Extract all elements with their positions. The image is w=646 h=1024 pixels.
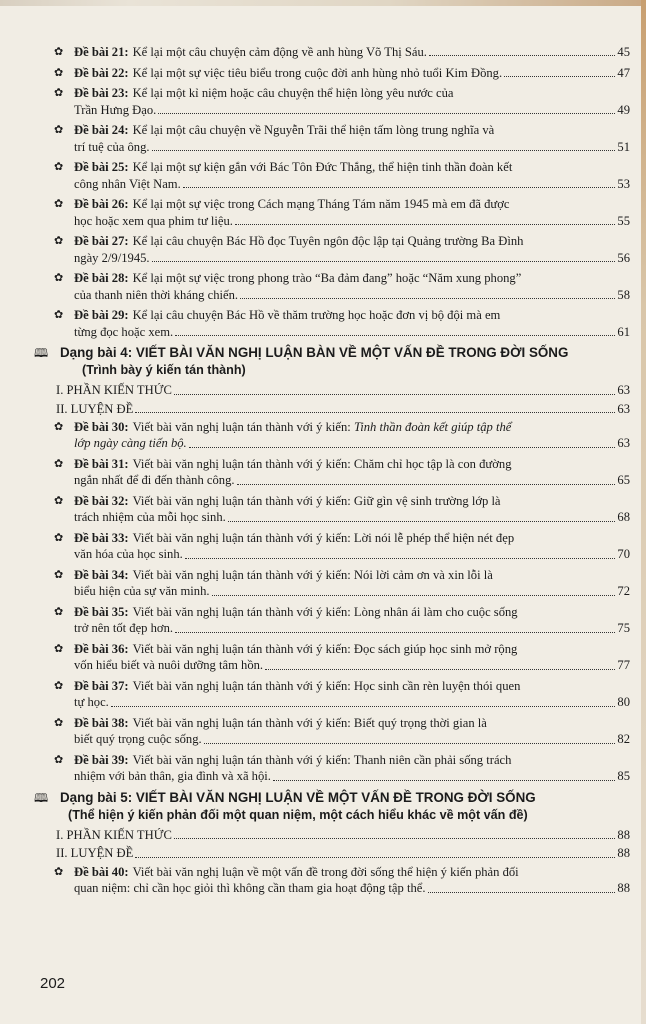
- toc-entry-body: [60, 85, 630, 118]
- toc-entry-body: [60, 567, 630, 600]
- toc-entry-body: [60, 715, 630, 748]
- toc-entry-text: của thanh niên thời kháng chiến.: [74, 287, 239, 302]
- toc-entry-label: Đề bài 40:: [74, 864, 129, 879]
- toc-entry-label: Đề bài 32:: [74, 494, 129, 508]
- toc-entry-body: [60, 44, 630, 60]
- toc-line-text: I. PHẦN KIẾN THỨC: [56, 828, 172, 842]
- entries-group-b: [54, 419, 630, 785]
- toc-entry-text: biết quý trọng cuộc sống.: [74, 732, 202, 747]
- dot-leader: [428, 892, 616, 893]
- toc-entry-text: trí tuệ của ông.: [74, 139, 150, 154]
- toc-entry-text: Kể lại một kỉ niệm hoặc câu chuyện thể hiện lòng yêu nước của: [132, 86, 454, 101]
- toc-entry-body: [60, 530, 630, 563]
- toc-entry-page: 75: [617, 621, 630, 636]
- dot-leader: [175, 335, 615, 336]
- toc-entry-body: [60, 196, 630, 229]
- toc-entry-text: Viết bài văn nghị luận tán thành với ý kiến: Nói lời cảm ơn và xin lỗi là: [132, 568, 493, 582]
- toc-entry[interactable]: [54, 233, 630, 266]
- toc-entry[interactable]: [54, 530, 630, 563]
- flower-bullet-icon: ✿: [54, 753, 64, 766]
- toc-entry-text: Kể lại câu chuyện Bác Hồ đọc Tuyên ngôn độc lập tại Quảng trường Ba Đình: [132, 234, 524, 249]
- page-top-edge: [0, 0, 646, 6]
- toc-entry-page: 63: [617, 436, 630, 451]
- toc-entry-body: [60, 752, 630, 785]
- toc-entry[interactable]: [54, 567, 630, 600]
- flower-bullet-icon: ✿: [54, 642, 64, 655]
- page-right-edge: [641, 0, 646, 1024]
- flower-bullet-icon: ✿: [54, 86, 64, 100]
- toc-entry-text: biểu hiện của sự văn minh.: [74, 584, 210, 599]
- toc-entry-last-line: [74, 139, 630, 155]
- toc-entry-body: [60, 641, 630, 674]
- toc-line-page: 63: [617, 383, 630, 398]
- toc-entry[interactable]: [54, 419, 630, 452]
- toc-entry-body: [60, 456, 630, 489]
- dot-leader: [185, 558, 616, 559]
- toc-entry-label: Đề bài 36:: [74, 642, 129, 656]
- toc-entry-text: Viết bài văn nghị luận tán thành với ý kiến: Chăm chỉ học tập là con đường: [132, 457, 512, 471]
- toc-entry-page: 53: [617, 176, 630, 191]
- toc-entry-text: Viết bài văn nghị luận tán thành với ý kiến: Lòng nhân ái làm cho cuộc sống: [132, 605, 518, 619]
- toc-entry-page: 51: [617, 139, 630, 154]
- toc-entry-page: 82: [617, 732, 630, 747]
- toc-entry-page: 72: [617, 584, 630, 599]
- dot-leader: [504, 76, 615, 77]
- toc-entry-last-line: [74, 583, 630, 599]
- section-5-heading: [34, 789, 630, 824]
- toc-entry-text: Kể lại một sự việc tiêu biểu trong cuộc đời anh hùng nhỏ tuổi Kim Đồng.: [132, 65, 503, 80]
- toc-entry-text: quan niệm: chỉ cần học giỏi thì không cần tham gia hoạt động tập thể.: [74, 881, 426, 896]
- toc-entry-text: trở nên tốt đẹp hơn.: [74, 621, 174, 636]
- toc-entry-text: ngắn nhất để đi đến thành công.: [74, 473, 235, 488]
- flower-bullet-icon: ✿: [54, 420, 64, 433]
- toc-entry-last-line: [74, 768, 630, 784]
- dot-leader: [111, 706, 616, 707]
- toc-entry[interactable]: [54, 307, 630, 340]
- dot-leader: [212, 595, 616, 596]
- toc-entry-body: [60, 419, 630, 452]
- toc-entry-text: Viết bài văn nghị luận tán thành với ý kiến: Lời nói lễ phép thể hiện nét đẹp: [132, 531, 515, 545]
- toc-entry[interactable]: [54, 196, 630, 229]
- section-5-title: Dạng bài 5: VIẾT BÀI VĂN NGHỊ LUẬN VỀ MỘT VẤN ĐỀ TRONG ĐỜI SỐNG: [60, 790, 536, 805]
- toc-entry-label: Đề bài 29:: [74, 308, 129, 323]
- section-4-title: Dạng bài 4: VIẾT BÀI VĂN NGHỊ LUẬN BÀN VỀ MỘT VẤN ĐỀ TRONG ĐỜI SỐNG: [60, 345, 569, 361]
- dot-leader: [235, 224, 615, 225]
- toc-entry-last-line: [74, 509, 630, 525]
- toc-entry-label: Đề bài 21:: [74, 45, 129, 59]
- flower-bullet-icon: ✿: [54, 457, 64, 470]
- section-4-subtitle: (Trình bày ý kiến tán thành): [82, 363, 246, 378]
- toc-entry-label: Đề bài 23:: [74, 86, 129, 101]
- toc-line-text: II. LUYỆN ĐỀ: [56, 846, 134, 861]
- toc-entry-last-line: [74, 546, 630, 562]
- flower-bullet-icon: ✿: [54, 123, 64, 137]
- dot-leader: [273, 780, 615, 781]
- toc-entry-text: nhiệm với bản thân, gia đình và xã hội.: [74, 769, 271, 784]
- toc-entry-body: [60, 270, 630, 303]
- toc-entry[interactable]: [54, 456, 630, 489]
- flower-bullet-icon: ✿: [54, 308, 64, 322]
- toc-entry-label: Đề bài 39:: [74, 753, 129, 767]
- toc-entry-body: [60, 493, 630, 526]
- toc-entry-text: Viết bài văn nghị luận tán thành với ý kiến:: [132, 420, 354, 434]
- toc-entry-page: 88: [617, 881, 630, 896]
- toc-entry-text: học hoặc xem qua phim tư liệu.: [74, 213, 233, 228]
- page-number: 202: [40, 975, 66, 992]
- toc-entry[interactable]: [54, 493, 630, 526]
- toc-entry-page: 61: [617, 324, 630, 339]
- flower-bullet-icon: ✿: [54, 197, 64, 211]
- toc-entry[interactable]: [54, 122, 630, 155]
- toc-entry-text: Kể lại một sự việc trong Cách mạng Tháng Tám năm 1945 mà em đã được: [132, 197, 510, 212]
- toc-entry-label: Đề bài 37:: [74, 679, 129, 693]
- toc-entry-body: [60, 678, 630, 711]
- toc-entry-body: [60, 604, 630, 637]
- flower-bullet-icon: ✿: [54, 568, 64, 581]
- toc-entry-text: Viết bài văn nghị luận tán thành với ý kiến: Giữ gìn vệ sinh trường lớp là: [132, 494, 501, 508]
- flower-bullet-icon: ✿: [54, 160, 64, 174]
- toc-entry-text: Kể lại một sự kiện gắn với Bác Tôn Đức Thắng, thể hiện tinh thần đoàn kết: [132, 160, 513, 175]
- toc-entry-last-line: [74, 880, 630, 896]
- toc-entry-last-line: [74, 287, 630, 303]
- toc-entry-last-line: [74, 324, 630, 340]
- dot-leader: [183, 187, 616, 188]
- toc-entry-label: Đề bài 34:: [74, 568, 129, 582]
- toc-entry-text: Viết bài văn nghị luận tán thành với ý kiến: Đọc sách giúp học sinh mở rộng: [132, 642, 518, 656]
- toc-entry-page: 85: [617, 769, 630, 784]
- toc-line-text: II. LUYỆN ĐỀ: [56, 401, 134, 416]
- toc-entry[interactable]: [54, 678, 630, 711]
- flower-bullet-icon: ✿: [54, 679, 64, 692]
- toc-entry-last-line: [74, 694, 630, 710]
- dot-leader: [174, 394, 616, 395]
- flower-bullet-icon: ✿: [54, 45, 64, 58]
- toc-entry-label: Đề bài 27:: [74, 234, 129, 249]
- toc-entry-page: 47: [617, 65, 630, 80]
- toc-entry-page: 45: [617, 45, 630, 59]
- toc-entry-text: vốn hiểu biết và nuôi dưỡng tâm hồn.: [74, 658, 264, 673]
- dot-leader: [228, 521, 616, 522]
- toc-entry-page: 68: [617, 510, 630, 525]
- toc-entry-text: Kể lại một sự việc trong phong trào “Ba đảm đang” hoặc “Năm xung phong”: [132, 271, 522, 286]
- toc-entry-last-line: [74, 102, 630, 118]
- flower-bullet-icon: ✿: [54, 65, 64, 79]
- toc-entry-label: Đề bài 35:: [74, 605, 129, 619]
- flower-bullet-icon: ✿: [54, 531, 64, 544]
- toc-entry-last-line: [74, 620, 630, 636]
- toc-entry-page: 55: [617, 213, 630, 228]
- dot-leader: [158, 113, 615, 114]
- toc-line[interactable]: [56, 401, 630, 417]
- toc-line[interactable]: [56, 827, 630, 843]
- toc-entry-last-line: [74, 731, 630, 747]
- toc-entry-text: Viết bài văn nghị luận tán thành với ý kiến: Biết quý trọng thời gian là: [132, 716, 487, 730]
- toc-entry-body: [60, 864, 630, 897]
- book-icon: 🕮: [34, 346, 49, 361]
- dot-leader: [174, 838, 616, 839]
- toc-entry-text: Kể lại một câu chuyện cảm động về anh hùng Võ Thị Sáu.: [132, 45, 427, 59]
- toc-entry-label: Đề bài 25:: [74, 160, 129, 175]
- flower-bullet-icon: ✿: [54, 864, 64, 878]
- dot-leader: [429, 55, 615, 56]
- toc-entry-last-line: [74, 472, 630, 488]
- dot-leader: [204, 743, 616, 744]
- toc-entry[interactable]: [54, 159, 630, 192]
- dot-leader: [152, 261, 616, 262]
- toc-entry-body: [60, 122, 630, 155]
- toc-entry[interactable]: [54, 65, 630, 81]
- toc-entry-last-line: [74, 44, 630, 60]
- toc-entry[interactable]: [54, 44, 630, 60]
- toc-entry-last-line: [74, 250, 630, 266]
- toc-entry-text: ngày 2/9/1945.: [74, 250, 150, 265]
- toc-entry-text: Trần Hưng Đạo.: [74, 102, 157, 117]
- toc-entry-text: Viết bài văn nghị luận về một vấn đề trong đời sống thể hiện ý kiến phản đối: [132, 864, 519, 879]
- toc-entry[interactable]: [54, 864, 630, 897]
- toc-entry[interactable]: [54, 752, 630, 785]
- toc-entry-label: Đề bài 33:: [74, 531, 129, 545]
- toc-entry-last-line: [74, 65, 630, 81]
- toc-entry-italic-text: Tinh thần đoàn kết giúp tập thể: [353, 420, 512, 434]
- toc-entry-page: 58: [617, 287, 630, 302]
- toc-entry-page: 80: [617, 695, 630, 710]
- toc-entry-text: công nhân Việt Nam.: [74, 176, 181, 191]
- dot-leader: [237, 484, 616, 485]
- flower-bullet-icon: ✿: [54, 234, 64, 248]
- toc-entry-text: lớp ngày càng tiến bộ.: [74, 436, 187, 451]
- flower-bullet-icon: ✿: [54, 271, 64, 285]
- toc-entry-label: Đề bài 22:: [74, 65, 129, 80]
- toc-entry-text: trách nhiệm của mỗi học sinh.: [74, 510, 226, 525]
- dot-leader: [265, 669, 615, 670]
- toc-entry-text: Kể lại một câu chuyện về Nguyễn Trãi thể hiện tấm lòng trung nghĩa và: [132, 123, 495, 138]
- toc-line-page: 88: [617, 846, 630, 861]
- section-4-heading: [34, 344, 630, 379]
- toc-entry-label: Đề bài 26:: [74, 197, 129, 212]
- toc-entry-last-line: [74, 435, 630, 451]
- toc-entry-label: Đề bài 24:: [74, 123, 129, 138]
- toc-entry-text: văn hóa của học sinh.: [74, 547, 183, 562]
- toc-entry-text: tự học.: [74, 695, 109, 710]
- toc-line[interactable]: [56, 845, 630, 861]
- toc-entry-last-line: [74, 213, 630, 229]
- toc-entry-text: từng đọc hoặc xem.: [74, 324, 174, 339]
- toc-entry-text: Viết bài văn nghị luận tán thành với ý kiến: Thanh niên cần phải sống trách: [132, 753, 512, 767]
- dot-leader: [240, 298, 615, 299]
- toc-entry-body: [60, 233, 630, 266]
- table-of-contents: [34, 44, 630, 901]
- dot-leader: [189, 447, 616, 448]
- toc-entry-label: Đề bài 31:: [74, 457, 129, 471]
- dot-leader: [135, 412, 615, 413]
- toc-entry-page: 77: [617, 658, 630, 673]
- section-5-subtitle: (Thể hiện ý kiến phản đối một quan niệm, một cách hiểu khác về một vấn đề): [68, 808, 528, 822]
- toc-entry[interactable]: [54, 270, 630, 303]
- toc-line[interactable]: [56, 382, 630, 398]
- flower-bullet-icon: ✿: [54, 716, 64, 729]
- toc-entry-label: Đề bài 30:: [74, 420, 129, 434]
- toc-entry-label: Đề bài 28:: [74, 271, 129, 286]
- toc-entry-page: 49: [617, 102, 630, 117]
- entries-group-a: [54, 44, 630, 340]
- toc-entry[interactable]: [54, 604, 630, 637]
- toc-entry-text: Kể lại câu chuyện Bác Hồ về thăm trường học hoặc đơn vị bộ đội mà em: [132, 308, 501, 323]
- toc-entry-body: [60, 159, 630, 192]
- book-icon: 🕮: [34, 791, 49, 805]
- toc-entry-page: 70: [617, 547, 630, 562]
- toc-entry-page: 65: [617, 473, 630, 488]
- toc-entry[interactable]: [54, 85, 630, 118]
- toc-line-text: I. PHẦN KIẾN THỨC: [56, 383, 172, 398]
- entries-group-c: [54, 864, 630, 897]
- toc-entry-page: 56: [617, 250, 630, 265]
- toc-entry-body: [60, 307, 630, 340]
- flower-bullet-icon: ✿: [54, 494, 64, 507]
- dot-leader: [152, 150, 616, 151]
- flower-bullet-icon: ✿: [54, 605, 64, 618]
- toc-entry-last-line: [74, 657, 630, 673]
- dot-leader: [135, 857, 615, 858]
- toc-line-page: 63: [617, 401, 630, 416]
- toc-entry[interactable]: [54, 715, 630, 748]
- toc-entry[interactable]: [54, 641, 630, 674]
- dot-leader: [175, 632, 615, 633]
- toc-entry-body: [60, 65, 630, 81]
- toc-entry-last-line: [74, 176, 630, 192]
- toc-line-page: 88: [617, 828, 630, 842]
- toc-entry-text: Viết bài văn nghị luận tán thành với ý kiến: Học sinh cần rèn luyện thói quen: [132, 679, 521, 693]
- toc-entry-label: Đề bài 38:: [74, 716, 129, 730]
